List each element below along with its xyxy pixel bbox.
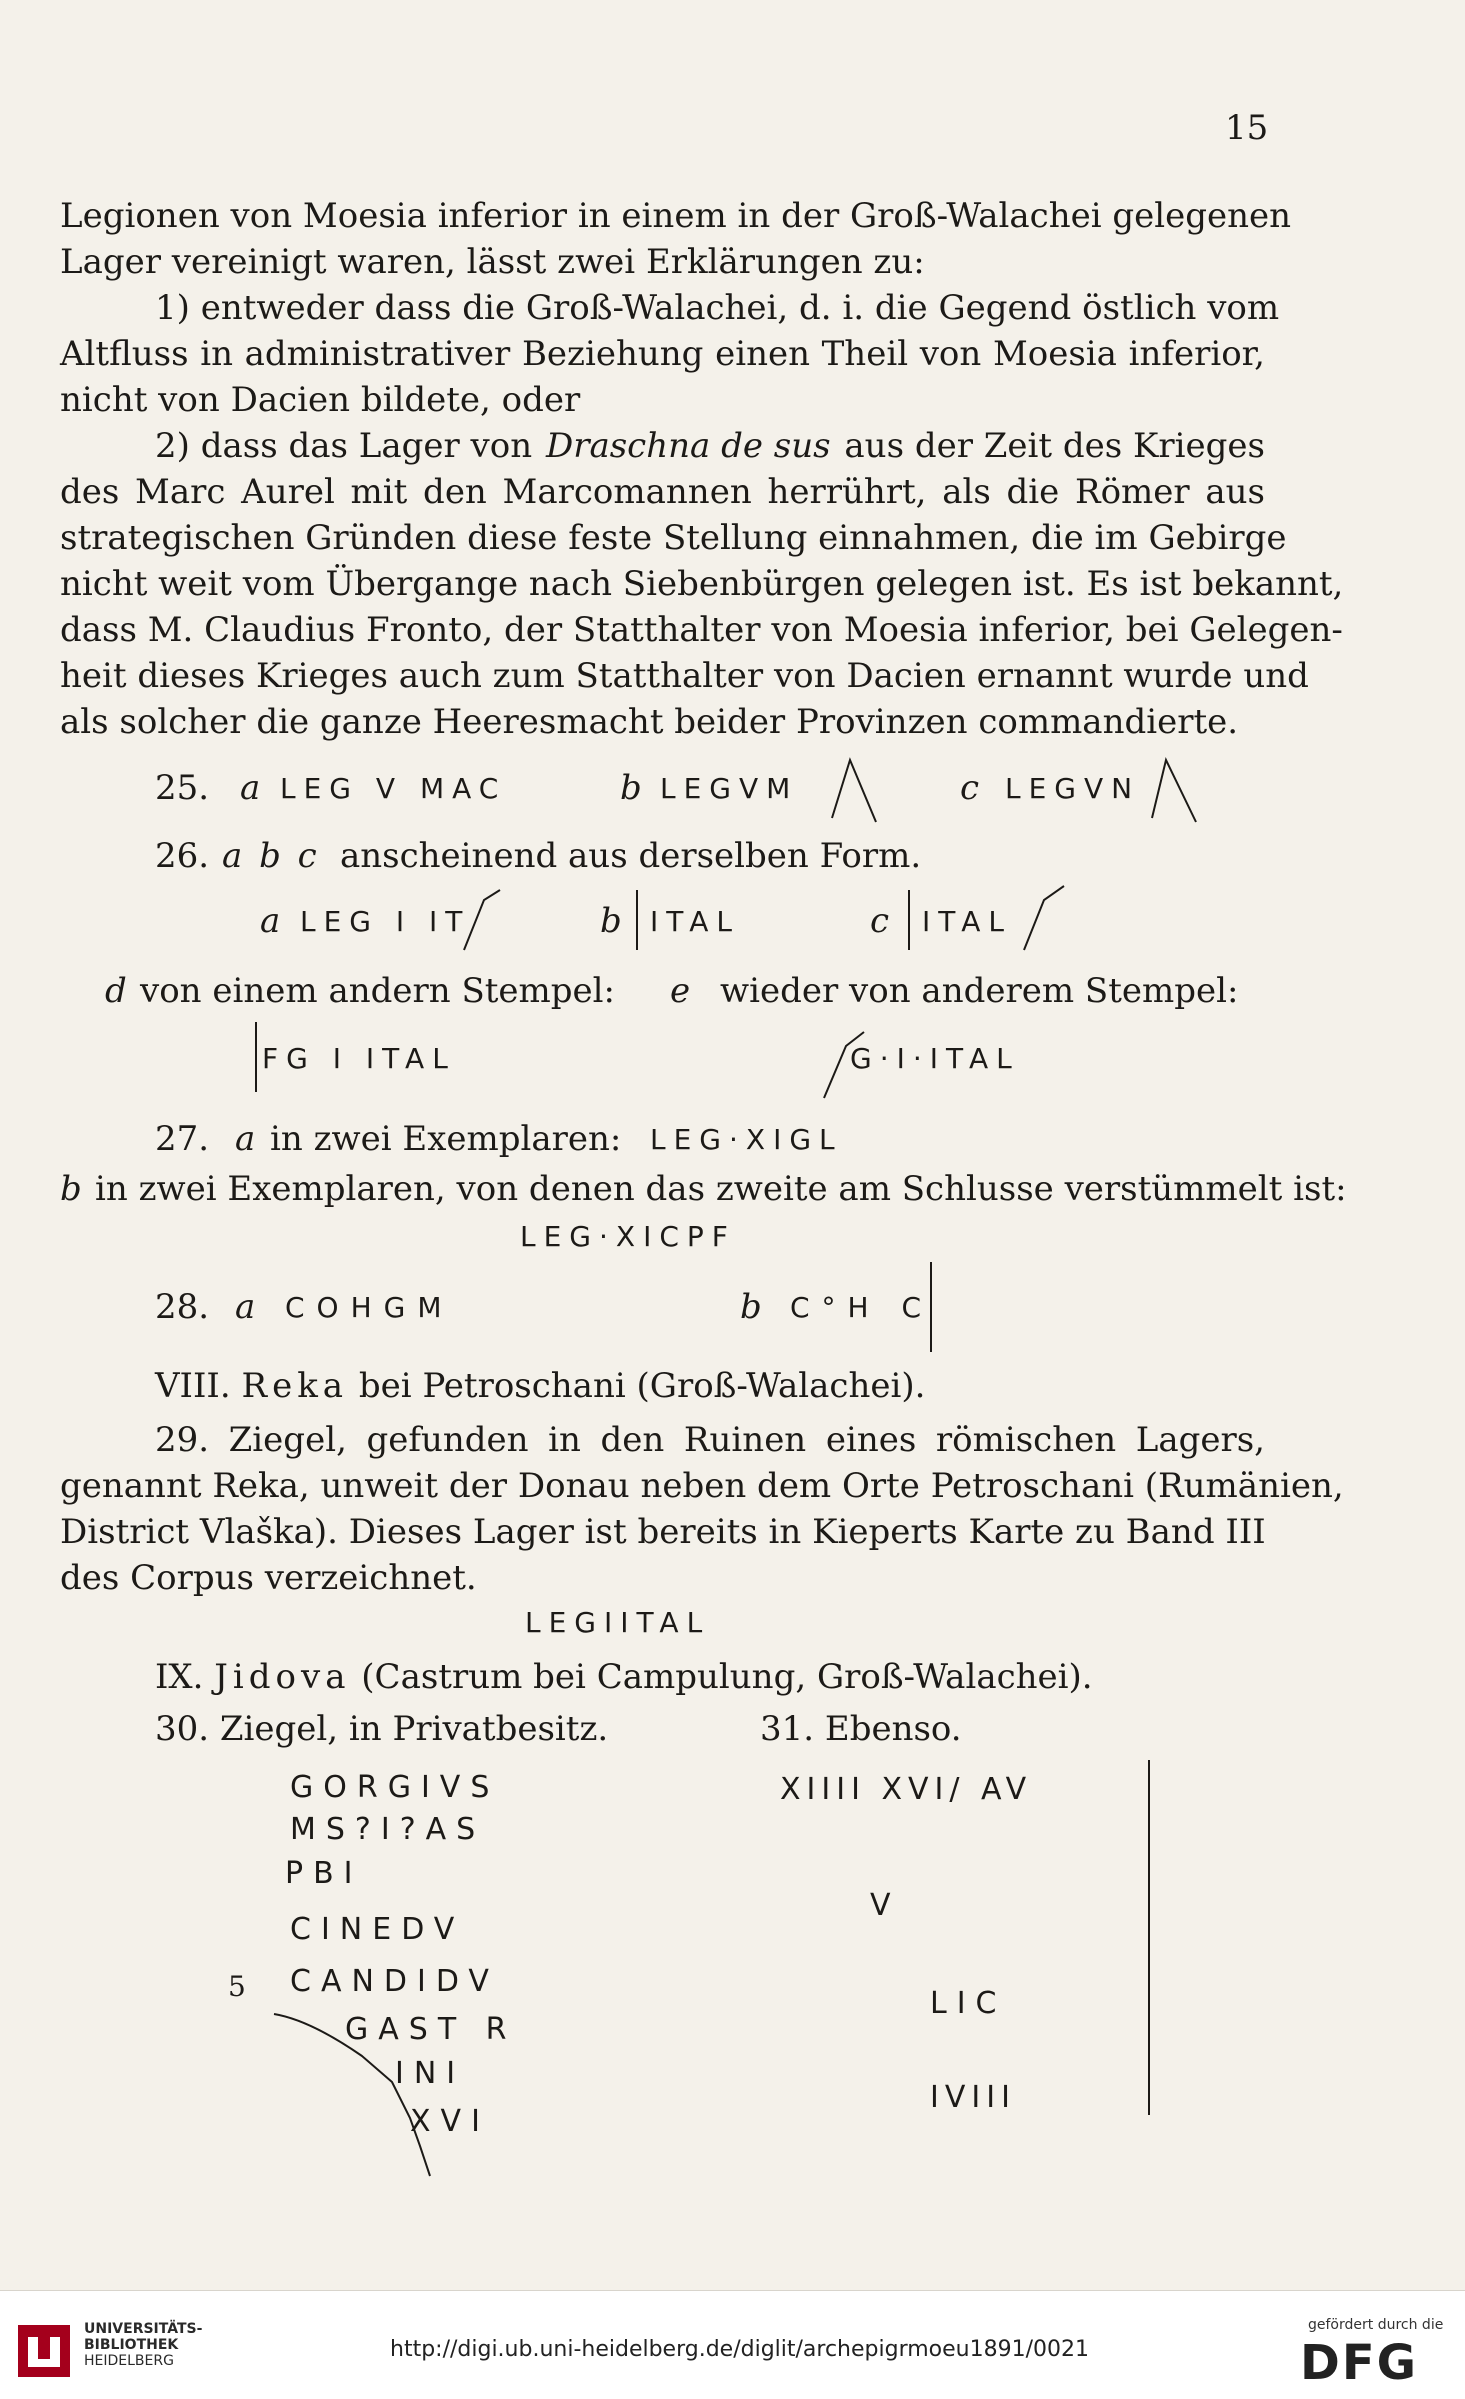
text-segment: 2) dass das Lager von	[155, 426, 543, 466]
inscription-line: CINEDV	[290, 1912, 465, 1947]
item-number: 25.	[155, 768, 210, 808]
variant-label: a	[235, 1287, 256, 1327]
text-line: nicht von Dacien bildete, oder	[60, 380, 581, 420]
variant-label: e	[670, 971, 691, 1011]
text-line: in zwei Exemplaren:	[270, 1119, 622, 1159]
break-edge	[908, 890, 910, 950]
break-edge	[255, 1022, 257, 1092]
variant-label: b	[620, 768, 642, 808]
inscription-line: GORGIVS	[290, 1770, 500, 1805]
stamp-text: C°H C	[790, 1291, 934, 1324]
text-line: District Vlaška). Dieses Lager ist bereits in Kieperts Karte zu Band III	[60, 1512, 1266, 1552]
variant-label: d	[105, 971, 127, 1011]
place-name: Draschna de sus	[545, 426, 831, 466]
stamp-text: LEGVM	[660, 772, 799, 805]
place-name: Reka	[241, 1366, 349, 1406]
text-line: Legionen von Moesia inferior in einem in der Groß-Walachei gelegenen	[60, 196, 1292, 236]
text-line: Altfluss in administrativer Beziehung einen Theil von Moesia inferior,	[60, 334, 1265, 374]
text-line: 29. Ziegel, gefunden in den Ruinen eines römischen Lagers,	[155, 1420, 1265, 1460]
stamp-text: LEGIITAL	[525, 1606, 711, 1639]
stamp-text: LEG V MAC	[280, 772, 507, 805]
section-number: IX.	[155, 1657, 204, 1697]
break-edge	[636, 890, 638, 950]
text-line: heit dieses Krieges auch zum Statthalter von Dacien ernannt wurde und	[60, 656, 1309, 696]
break-mark	[1020, 880, 1070, 955]
item-text: 30. Ziegel, in Privatbesitz.	[155, 1709, 609, 1749]
place-name: Jidova	[214, 1657, 351, 1697]
inscription-line: MS?I?AS	[290, 1812, 486, 1847]
text-line: genannt Reka, unweit der Donau neben dem Orte Petroschani (Rumänien,	[60, 1466, 1344, 1506]
variant-label: a	[240, 768, 261, 808]
variant-labels: a b c	[222, 836, 317, 876]
text-line: in zwei Exemplaren, von denen das zweite am Schlusse verstümmelt ist:	[95, 1169, 1347, 1209]
line-marker: 5	[228, 1970, 246, 2003]
break-edge	[1148, 1760, 1150, 2115]
institution-line: UNIVERSITÄTS-	[84, 2321, 203, 2337]
variant-label: b	[740, 1287, 762, 1327]
text-line: nicht weit vom Übergange nach Siebenbürgen gelegen ist. Es ist bekannt,	[60, 564, 1344, 604]
text-line: des Marc Aurel mit den Marcomannen herrührt, als die Römer aus	[60, 472, 1265, 512]
stamp-text: G·I·ITAL	[850, 1042, 1020, 1075]
variant-label: a	[260, 901, 281, 941]
university-library-logo-icon	[14, 2321, 74, 2381]
inscription-line: IVIII	[930, 2080, 1016, 2115]
break-mark	[1150, 756, 1200, 826]
break-mark	[460, 880, 510, 955]
item-number: 27.	[155, 1119, 210, 1159]
text-line: von einem andern Stempel:	[140, 971, 615, 1011]
fracture-line	[270, 2000, 440, 2180]
text-line: wieder von anderem Stempel:	[720, 971, 1239, 1011]
inscription-line: V	[870, 1888, 901, 1923]
inscription-line: GAST R	[345, 2012, 517, 2047]
inscription-line: XIIII XVI/ AV	[780, 1772, 1033, 1807]
funding-note: gefördert durch die	[1308, 2317, 1444, 2333]
stamp-text: LEGVN	[1005, 772, 1141, 805]
section-subtitle: (Castrum bei Campulung, Groß-Walachei).	[361, 1657, 1093, 1697]
stamp-text: LEG·XICPF	[520, 1220, 736, 1253]
variant-label: c	[960, 768, 980, 808]
section-subtitle: bei Petroschani (Groß-Walachei).	[358, 1366, 926, 1406]
text-line: anscheinend aus derselben Form.	[340, 836, 922, 876]
break-mark	[830, 756, 880, 826]
variant-label: b	[60, 1169, 82, 1209]
section-heading	[155, 1363, 925, 1409]
stamp-text: LEG·XIGL	[650, 1123, 843, 1156]
text-line: des Corpus verzeichnet.	[60, 1558, 477, 1598]
permalink-url[interactable]: http://digi.ub.uni-heidelberg.de/diglit/archepigrmoeu1891/0021	[390, 2337, 1089, 2362]
variant-label: c	[870, 901, 890, 941]
inscription-line: PBI	[285, 1856, 363, 1891]
stamp-text: ITAL	[922, 905, 1012, 938]
text-line: als solcher die ganze Heeresmacht beider Provinzen commandierte.	[60, 702, 1239, 742]
inscription-line: XVI	[410, 2104, 490, 2139]
institution-name	[84, 2321, 202, 2369]
variant-label: b	[600, 901, 622, 941]
section-number: VIII.	[155, 1366, 231, 1406]
inscription-line: CANDIDV	[290, 1964, 499, 1999]
stamp-text: FG I ITAL	[262, 1042, 456, 1075]
text-line: strategischen Gründen diese feste Stellung einnahmen, die im Gebirge	[60, 518, 1287, 558]
item-text: 31. Ebenso.	[760, 1709, 962, 1749]
inscription-line: LIC	[930, 1986, 1007, 2021]
institution-line: HEIDELBERG	[84, 2353, 174, 2369]
dfg-logo: DFG	[1300, 2335, 1419, 2391]
item-number: 28.	[155, 1287, 210, 1327]
stamp-text: COHGM	[285, 1291, 454, 1324]
text-segment: aus der Zeit des Krieges	[833, 426, 1265, 466]
variant-label: a	[235, 1119, 256, 1159]
stamp-text: ITAL	[650, 905, 740, 938]
text-line: Lager vereinigt waren, lässt zwei Erklärungen zu:	[60, 242, 925, 282]
item-number: 26.	[155, 836, 210, 876]
institution-line: BIBLIOTHEK	[84, 2337, 179, 2353]
footer-bar	[0, 2290, 1465, 2399]
text-line	[155, 423, 1265, 469]
page-number: 15	[1225, 108, 1269, 148]
text-line: dass M. Claudius Fronto, der Statthalter von Moesia inferior, bei Gelegen-	[60, 610, 1343, 650]
break-edge	[930, 1262, 932, 1352]
section-heading	[155, 1654, 1093, 1700]
inscription-line: INI	[395, 2056, 466, 2091]
stamp-text: LEG I IT	[300, 905, 471, 938]
text-line: 1) entweder dass die Groß-Walachei, d. i. die Gegend östlich vom	[155, 288, 1280, 328]
